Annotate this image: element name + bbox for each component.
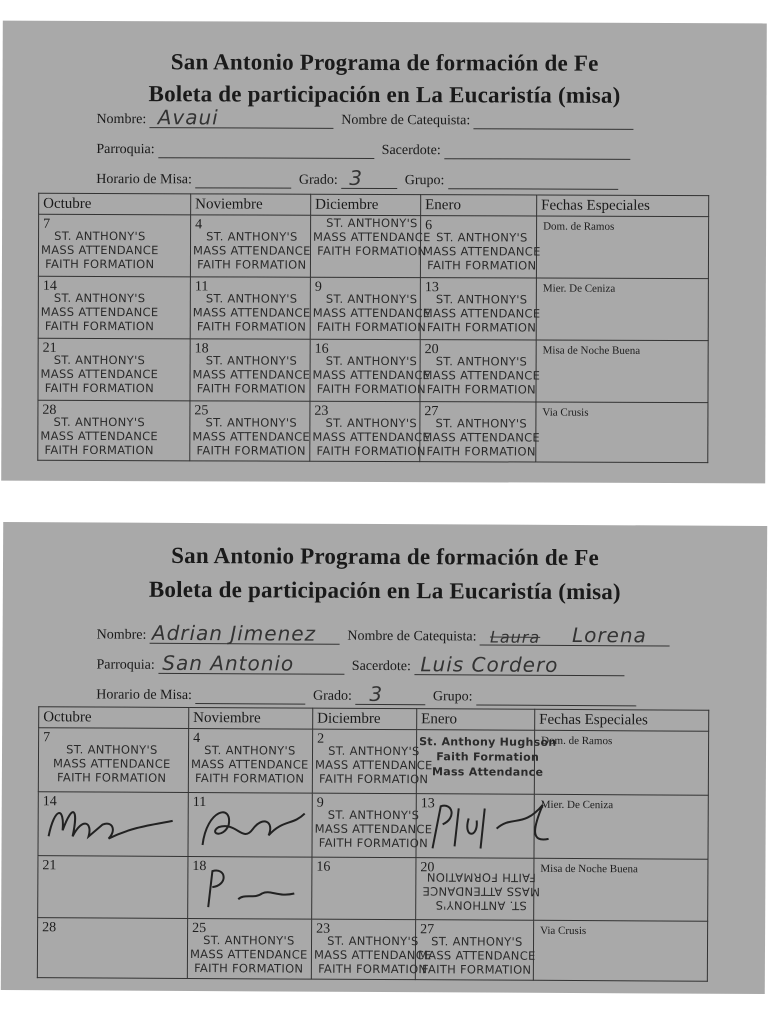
date-cell[interactable] bbox=[38, 214, 190, 277]
grade-field[interactable] bbox=[341, 165, 397, 190]
name-field[interactable] bbox=[150, 105, 334, 130]
group-label: Grupo: bbox=[404, 173, 445, 189]
stamp-line: FAITH FORMATION bbox=[44, 442, 154, 458]
stamp-line: ST. ANTHONY'S bbox=[328, 743, 420, 759]
date-cell[interactable] bbox=[38, 276, 190, 339]
stamp-line: ST. ANTHONY'S bbox=[435, 292, 528, 307]
mass-attendance-stamp bbox=[423, 230, 541, 272]
stamp-line: MASS ATTENDANCE bbox=[314, 821, 433, 837]
date-number: 23 bbox=[316, 921, 331, 937]
stamp-line: MASS ATTENDANCE bbox=[422, 430, 541, 445]
date-number: 18 bbox=[192, 858, 207, 875]
date-number: 27 bbox=[424, 404, 439, 420]
stamp-line: FAITH FORMATION bbox=[316, 319, 427, 335]
column-header: Fechas Especiales bbox=[537, 195, 709, 217]
attendance-card-2 bbox=[1, 522, 767, 994]
stamp-line: FAITH FORMATION bbox=[57, 770, 167, 785]
stamp-line: FAITH FORMATION bbox=[196, 381, 307, 396]
date-number: 2 bbox=[317, 731, 325, 747]
schedule-label: Horario de Misa: bbox=[96, 171, 192, 188]
catechist-field[interactable] bbox=[474, 112, 634, 130]
special-date-label: Via Crusis bbox=[542, 406, 589, 419]
table-row bbox=[37, 918, 707, 982]
date-number: 11 bbox=[192, 794, 207, 811]
special-date-cell[interactable] bbox=[536, 278, 708, 341]
date-number: 25 bbox=[194, 403, 209, 419]
special-date-label: Dom. de Ramos bbox=[541, 734, 613, 748]
date-number: 21 bbox=[42, 858, 57, 874]
date-cell[interactable] bbox=[416, 794, 534, 859]
name-row bbox=[96, 620, 674, 648]
stamp-line: FAITH FORMATION bbox=[195, 771, 305, 786]
stamp-line: MASS ATTENDANCE bbox=[422, 306, 541, 321]
special-date-cell[interactable] bbox=[536, 216, 708, 279]
parish-row bbox=[96, 141, 634, 160]
schedule-row bbox=[96, 681, 640, 706]
date-cell[interactable] bbox=[420, 340, 541, 402]
stamp-line: MASS ATTENDANCE bbox=[314, 757, 433, 773]
stamp-line: FAITH FORMATION bbox=[44, 318, 155, 334]
date-cell[interactable] bbox=[188, 792, 312, 857]
date-cell[interactable] bbox=[312, 729, 433, 794]
card-title-line1: San Antonio Programa de formación de Fe bbox=[171, 542, 599, 571]
date-cell[interactable] bbox=[420, 402, 541, 462]
table-row bbox=[38, 856, 708, 922]
mass-attendance-stamp bbox=[315, 744, 433, 787]
schedule-field[interactable] bbox=[195, 171, 291, 188]
column-header: Enero bbox=[421, 195, 537, 216]
date-number: 13 bbox=[424, 280, 439, 296]
date-number: 28 bbox=[42, 402, 57, 418]
stamp-line: FAITH FORMATION bbox=[426, 870, 536, 885]
catechist-label: Nombre de Catequista: bbox=[347, 628, 477, 645]
name-label: Nombre: bbox=[96, 111, 147, 128]
stamp-line: FAITH FORMATION bbox=[45, 256, 155, 272]
parish-field[interactable] bbox=[158, 141, 374, 159]
mass-attendance-stamp bbox=[192, 353, 310, 395]
mass-attendance-stamp bbox=[418, 934, 536, 977]
date-number: 20 bbox=[420, 860, 435, 876]
date-cell[interactable] bbox=[420, 278, 541, 340]
mass-attendance-stamp bbox=[190, 933, 308, 976]
schedule-label: Horario de Misa: bbox=[96, 687, 193, 703]
stamp-line: MASS ATTENDANCE bbox=[192, 243, 311, 258]
stamp-line: ST. ANTHONY'S bbox=[431, 934, 523, 949]
mass-attendance-stamp bbox=[312, 416, 430, 458]
date-number: 25 bbox=[192, 920, 207, 937]
date-number: 11 bbox=[194, 279, 209, 295]
date-cell[interactable] bbox=[38, 856, 188, 919]
date-cell[interactable] bbox=[190, 277, 310, 339]
date-number: 18 bbox=[194, 341, 209, 357]
priest-field[interactable] bbox=[444, 142, 630, 160]
mass-attendance-stamp-upside-down bbox=[422, 870, 540, 913]
date-cell[interactable] bbox=[188, 728, 312, 793]
stamp-line: ST. ANTHONY'S bbox=[206, 229, 298, 244]
table-row bbox=[38, 728, 708, 796]
date-number: 7 bbox=[43, 216, 51, 232]
stamp-line: MASS ATTENDANCE bbox=[192, 429, 311, 444]
date-cell[interactable] bbox=[38, 728, 188, 793]
date-cell[interactable] bbox=[310, 339, 431, 401]
column-header: Diciembre bbox=[311, 194, 421, 215]
mass-attendance-stamp bbox=[193, 229, 311, 271]
special-date-label: Misa de Noche Buena bbox=[540, 862, 638, 876]
column-header: Diciembre bbox=[313, 708, 417, 730]
column-header: Noviembre bbox=[191, 194, 311, 215]
stamp-line: MASS ATTENDANCE bbox=[422, 368, 541, 383]
date-number: 9 bbox=[316, 795, 324, 811]
stamp-line: ST. ANTHONY'S bbox=[53, 414, 145, 430]
stamp-line: FAITH FORMATION bbox=[196, 319, 307, 334]
date-cell[interactable] bbox=[188, 856, 312, 919]
date-cell[interactable] bbox=[310, 215, 431, 277]
date-cell[interactable] bbox=[38, 792, 188, 857]
stamp-line: ST. ANTHONY'S bbox=[325, 291, 418, 307]
stamp-line: FAITH FORMATION bbox=[197, 257, 307, 272]
column-header: Noviembre bbox=[189, 707, 313, 729]
column-header: Octubre bbox=[39, 707, 189, 729]
parish-label: Parroquia: bbox=[96, 141, 155, 158]
date-cell[interactable] bbox=[310, 277, 431, 339]
date-cell[interactable] bbox=[38, 338, 190, 401]
mass-attendance-stamp bbox=[193, 291, 311, 333]
column-header: Fechas Especiales bbox=[535, 709, 709, 731]
stamp-line: MASS ATTENDANCE bbox=[313, 947, 432, 963]
table-row bbox=[38, 276, 708, 340]
stamp-line: ST. ANTHONY'S bbox=[205, 291, 298, 306]
date-number: 9 bbox=[314, 279, 322, 295]
mass-attendance-stamp bbox=[40, 353, 158, 395]
mass-attendance-stamp bbox=[40, 415, 158, 457]
stamp-line: Mass Attendance bbox=[431, 765, 544, 779]
catechist-handwriting: Lorena bbox=[571, 622, 647, 648]
stamp-line: FAITH FORMATION bbox=[426, 382, 537, 397]
stamp-line: MASS ATTENDANCE bbox=[190, 756, 309, 772]
date-number: 7 bbox=[43, 730, 51, 746]
group-field[interactable] bbox=[476, 688, 636, 706]
parish-handwriting: San Antonio bbox=[162, 650, 295, 676]
special-date-cell[interactable] bbox=[534, 858, 708, 921]
date-number: 21 bbox=[42, 340, 57, 356]
stamp-line: MASS ATTENDANCE bbox=[417, 948, 536, 963]
signature-mark bbox=[192, 799, 312, 856]
date-cell[interactable] bbox=[190, 215, 310, 277]
grade-handwriting: 3 bbox=[349, 165, 364, 190]
parish-label: Parroquia: bbox=[96, 657, 155, 673]
stamp-line: FAITH FORMATION bbox=[194, 961, 304, 976]
stamp-line: FAITH FORMATION bbox=[427, 258, 537, 273]
stamp-line: ST. ANTHONY'S bbox=[435, 416, 527, 431]
mass-attendance-stamp bbox=[315, 808, 433, 851]
grade-label: Grado: bbox=[312, 688, 352, 704]
grade-label: Grado: bbox=[298, 172, 338, 188]
stamp-line: FAITH FORMATION bbox=[422, 962, 532, 977]
date-cell[interactable] bbox=[312, 857, 416, 920]
date-cell[interactable] bbox=[310, 401, 431, 461]
grade-field[interactable] bbox=[355, 681, 425, 706]
name-row bbox=[96, 105, 637, 130]
special-date-label: Dom. de Ramos bbox=[543, 220, 615, 233]
stamp-line: ST. ANTHONY'S bbox=[327, 807, 420, 823]
name-field[interactable] bbox=[150, 620, 340, 646]
stamp-line: MASS ATTENDANCE bbox=[40, 304, 159, 320]
special-date-cell[interactable] bbox=[533, 920, 707, 981]
stamp-line: MASS ATTENDANCE bbox=[313, 229, 431, 245]
mass-attendance-stamp bbox=[423, 292, 541, 334]
date-number: 16 bbox=[314, 341, 329, 357]
mass-attendance-stamp bbox=[314, 934, 432, 977]
priest-label: Sacerdote: bbox=[381, 142, 441, 159]
stamp-line: FAITH FORMATION bbox=[426, 444, 536, 459]
grid-header-row bbox=[39, 193, 709, 216]
date-cell[interactable] bbox=[416, 730, 557, 795]
parish-field[interactable] bbox=[158, 650, 344, 676]
column-header: Octubre bbox=[39, 193, 191, 215]
date-number: 4 bbox=[195, 217, 203, 233]
date-number: 14 bbox=[42, 278, 57, 294]
stamp-line: MASS ATTENDANCE bbox=[192, 305, 311, 320]
stamp-line: ST. ANTHONY'S bbox=[54, 228, 146, 244]
name-handwriting: Avaui bbox=[157, 105, 219, 130]
special-date-cell[interactable] bbox=[536, 402, 708, 463]
stamp-line: ST. ANTHONY'S bbox=[203, 933, 295, 948]
date-number: 14 bbox=[42, 794, 57, 810]
card-title-line2: Boleta de participación en La Eucaristía (misa) bbox=[148, 81, 621, 108]
special-date-cell[interactable] bbox=[536, 340, 708, 403]
stamp-line: MASS ATTENDANCE bbox=[192, 367, 311, 382]
stamp-line: FAITH FORMATION bbox=[196, 443, 306, 458]
name-label: Nombre: bbox=[96, 627, 147, 643]
special-date-label: Misa de Noche Buena bbox=[542, 344, 641, 357]
table-row bbox=[38, 214, 708, 278]
signature-mark bbox=[43, 796, 183, 853]
date-cell[interactable] bbox=[420, 216, 541, 278]
stamp-line: St. Anthony Hughson bbox=[419, 735, 557, 749]
stamp-line: FAITH FORMATION bbox=[426, 320, 537, 335]
mass-attendance-stamp bbox=[313, 216, 431, 258]
signature-mark bbox=[198, 863, 308, 914]
date-number: 28 bbox=[42, 920, 57, 936]
priest-field[interactable] bbox=[414, 652, 624, 677]
mass-attendance-stamp bbox=[422, 354, 540, 396]
stamp-line: ST. ANTHONY'S bbox=[325, 415, 417, 431]
column-header: Enero bbox=[417, 709, 535, 731]
date-cell[interactable] bbox=[37, 918, 187, 979]
stamp-line: MASS ATTENDANCE bbox=[40, 428, 159, 444]
stamp-line: FAITH FORMATION bbox=[318, 961, 428, 977]
group-field[interactable] bbox=[448, 172, 618, 190]
stamp-line: ST. ANTHONY'S bbox=[205, 353, 298, 368]
stamp-line: ST. ANTHONY'S bbox=[66, 742, 158, 757]
stamp-line: MASS ATTENDANCE bbox=[422, 884, 540, 899]
table-row bbox=[38, 400, 708, 462]
stamp-line: MASS ATTENDANCE bbox=[52, 756, 171, 771]
date-number: 13 bbox=[420, 796, 435, 812]
date-cell[interactable] bbox=[190, 339, 310, 401]
stamp-line: ST. ANTHONY'S bbox=[436, 230, 528, 245]
mass-attendance-stamp bbox=[192, 415, 310, 457]
stamp-line: MASS ATTENDANCE bbox=[40, 366, 159, 382]
stamp-line: MASS ATTENDANCE bbox=[189, 946, 308, 962]
mass-attendance-stamp bbox=[422, 416, 540, 458]
date-cell[interactable] bbox=[415, 920, 536, 981]
stamp-line: MASS ATTENDANCE bbox=[422, 244, 541, 259]
schedule-field[interactable] bbox=[195, 687, 305, 705]
stamp-line: FAITH FORMATION bbox=[317, 243, 427, 259]
special-date-label: Via Crusis bbox=[540, 924, 587, 938]
date-number: 4 bbox=[193, 731, 201, 747]
stamp-line: FAITH FORMATION bbox=[318, 835, 429, 851]
date-cell[interactable] bbox=[416, 858, 540, 921]
group-label: Grupo: bbox=[432, 689, 473, 705]
mass-attendance-stamp bbox=[191, 743, 309, 786]
stamp-line: Faith Formation bbox=[436, 750, 540, 764]
stamp-line: FAITH FORMATION bbox=[44, 380, 155, 396]
card-title-line1: San Antonio Programa de formación de Fe bbox=[170, 49, 599, 76]
name-handwriting: Adrian Jimenez bbox=[151, 620, 317, 646]
mass-attendance-stamp bbox=[53, 742, 171, 785]
card-title-line2: Boleta de participación en La Eucaristía (misa) bbox=[148, 576, 621, 605]
table-row bbox=[38, 792, 708, 860]
date-number: 16 bbox=[316, 859, 331, 875]
special-date-label: Mier. De Ceniza bbox=[542, 282, 616, 295]
catechist-label: Nombre de Catequista: bbox=[341, 112, 471, 129]
special-date-label: Mier. De Ceniza bbox=[540, 798, 614, 812]
mass-attendance-stamp bbox=[41, 229, 159, 271]
date-number: 27 bbox=[420, 922, 435, 938]
date-cell[interactable] bbox=[190, 401, 310, 461]
special-date-cell[interactable] bbox=[534, 730, 708, 795]
attendance-grid bbox=[37, 706, 709, 982]
date-cell[interactable] bbox=[38, 400, 190, 461]
stamp-line: ST. ANTHONY'S bbox=[327, 933, 419, 949]
stamp-line: FAITH FORMATION bbox=[319, 771, 429, 787]
stamp-line: FAITH FORMATION bbox=[316, 381, 427, 397]
priest-handwriting: Luis Cordero bbox=[420, 652, 559, 677]
mass-attendance-stamp bbox=[313, 292, 431, 334]
stamp-line: FAITH FORMATION bbox=[316, 443, 426, 459]
stamp-line: MASS ATTENDANCE bbox=[312, 429, 431, 445]
parish-row bbox=[96, 650, 628, 677]
date-number: 23 bbox=[314, 403, 329, 419]
table-row bbox=[38, 338, 708, 402]
special-date-cell[interactable] bbox=[534, 794, 708, 859]
stamp-line: ST. ANTHONY'S bbox=[435, 354, 528, 369]
stamp-line: ST. ANTHONY'S bbox=[205, 415, 297, 430]
schedule-row bbox=[96, 165, 622, 190]
date-number: 20 bbox=[424, 342, 439, 358]
date-cell[interactable] bbox=[187, 918, 311, 979]
stamp-line: ST. ANTHONY'S bbox=[53, 290, 146, 306]
catechist-field[interactable] bbox=[480, 622, 670, 648]
stamp-line: ST. ANTHONY'S bbox=[325, 353, 418, 369]
stamp-line: ST. ANTHONY'S bbox=[53, 352, 146, 368]
stamp-line: ST. ANTHONY'S bbox=[326, 215, 418, 231]
stamp-line: ST. ANTHONY'S bbox=[435, 898, 527, 913]
stamp-line: ST. ANTHONY'S bbox=[204, 743, 296, 758]
stamp-line: MASS ATTENDANCE bbox=[40, 242, 159, 258]
stamp-line: MASS ATTENDANCE bbox=[312, 367, 431, 383]
stamp-line: MASS ATTENDANCE bbox=[312, 305, 431, 321]
grade-handwriting: 3 bbox=[369, 681, 384, 706]
attendance-card-1 bbox=[1, 21, 767, 484]
date-number: 6 bbox=[425, 218, 433, 234]
mass-attendance-stamp bbox=[312, 354, 430, 396]
mass-attendance-stamp bbox=[41, 291, 159, 333]
catechist-crossed-out: Laura bbox=[489, 627, 541, 647]
priest-label: Sacerdote: bbox=[351, 658, 411, 675]
attendance-grid bbox=[37, 193, 709, 463]
